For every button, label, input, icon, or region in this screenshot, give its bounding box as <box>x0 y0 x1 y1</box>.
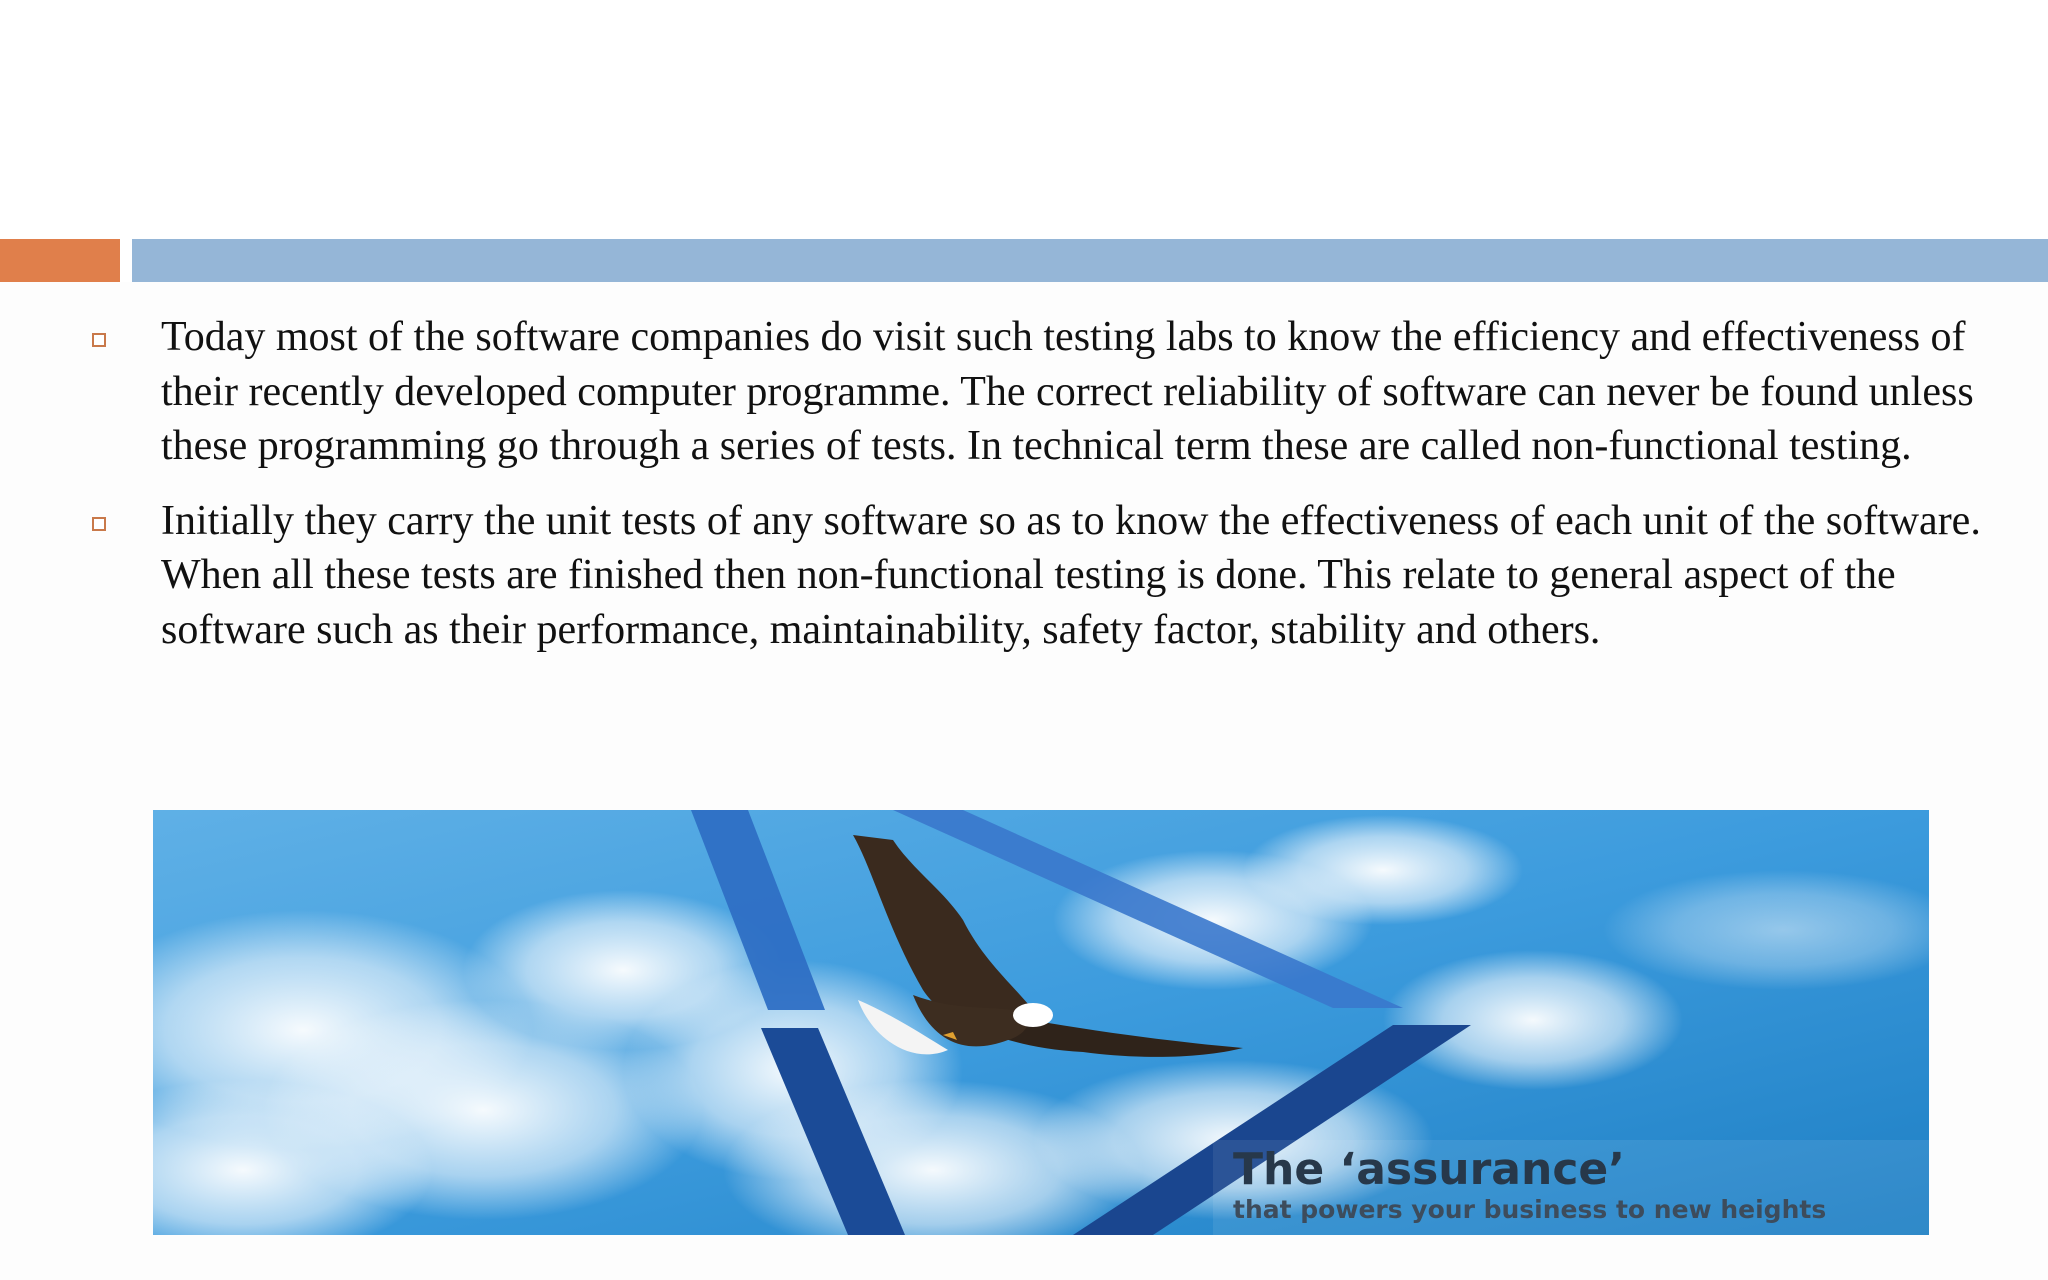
bullet-item <box>0 310 2048 474</box>
title-accent-orange <box>0 239 120 282</box>
bullet-item <box>0 494 2048 658</box>
bullet-list <box>0 310 2048 677</box>
bullet-text: Today most of the software companies do visit such testing labs to know the efficiency and effectiveness of their recently developed computer programme. The correct reliability of software can never be found unless these programming go through a series of tests. In technical term these are called non-functional testing. <box>161 314 1974 469</box>
square-bullet-icon <box>92 517 106 531</box>
bullet-text: Initially they carry the unit tests of any software so as to know the effectiveness of each unit of the software. When all these tests are finished then non-functional testing is done. This relate to general aspect of the software such as their performance, maintainability, safety factor, stability and others. <box>161 497 1981 653</box>
assurance-banner-image <box>153 810 1929 1235</box>
banner-headline: The ‘assurance’ <box>1233 1144 1625 1195</box>
title-accent-blue <box>132 239 2048 282</box>
banner-subline: that powers your business to new heights <box>1233 1195 1827 1224</box>
square-bullet-icon <box>92 333 106 347</box>
